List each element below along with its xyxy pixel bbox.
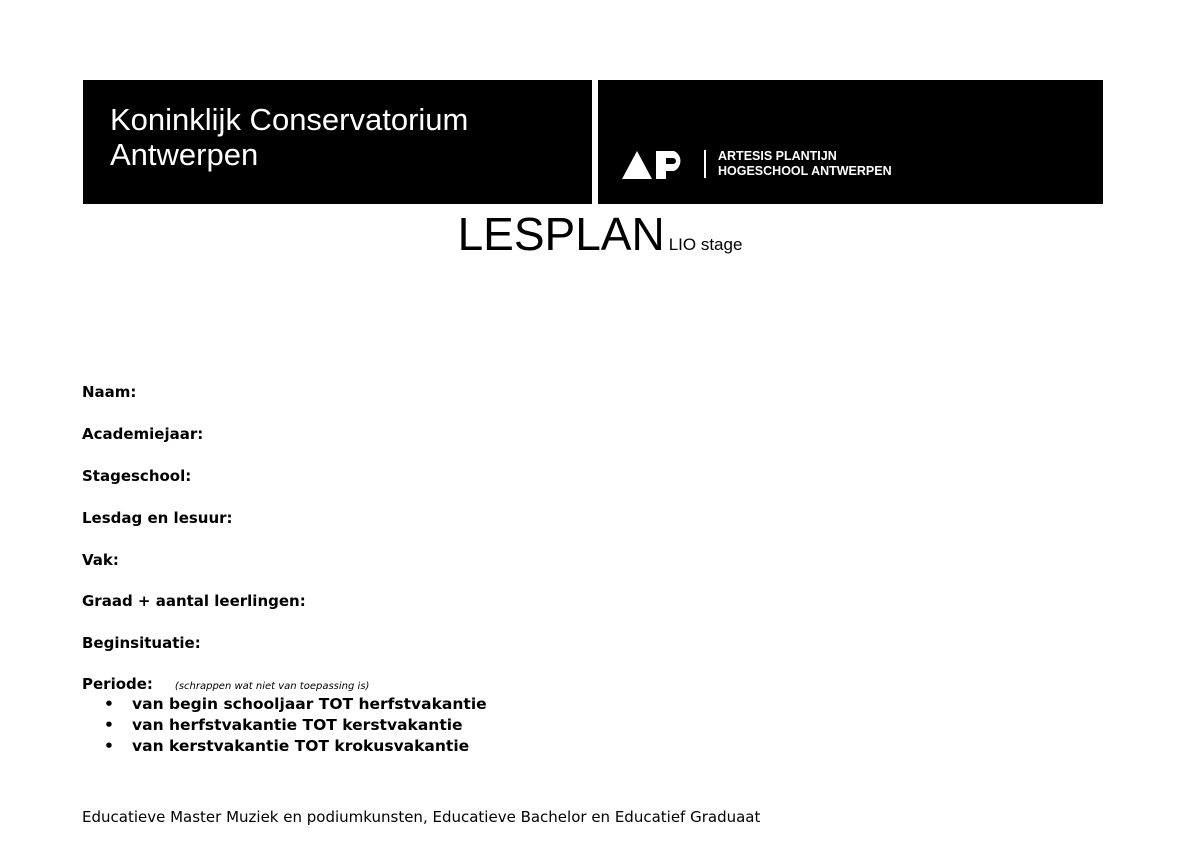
institution-panel: [83, 80, 592, 204]
periode-option-label: van begin schooljaar TOT herfstvakantie: [132, 695, 487, 713]
ap-logo-icon: [622, 149, 692, 179]
field-naam: Naam:: [82, 383, 137, 401]
field-stageschool: Stageschool:: [82, 467, 192, 485]
periode-options-list: [104, 694, 487, 757]
ap-logo-separator: [704, 150, 706, 178]
periode-note: (schrappen wat niet van toepassing is): [174, 681, 370, 692]
bullet-icon: •: [104, 737, 114, 755]
field-academiejaar: Academiejaar:: [82, 425, 204, 443]
partner-name-line1: ARTESIS PLANTIJN: [718, 149, 837, 163]
periode-option-label: van herfstvakantie TOT kerstvakantie: [132, 716, 463, 734]
institution-name-line1: Koninklijk Conservatorium: [110, 102, 469, 137]
partner-name: [718, 149, 892, 179]
field-lesdag: Lesdag en lesuur:: [82, 509, 233, 527]
institution-name-line2: Antwerpen: [110, 137, 259, 172]
title-main: LESPLAN: [457, 208, 665, 260]
bullet-icon: •: [104, 695, 114, 713]
title-subtitle: LIO stage: [668, 235, 743, 254]
partner-name-line2: HOGESCHOOL ANTWERPEN: [718, 164, 892, 178]
periode-label: Periode:: [82, 675, 153, 693]
partner-panel: [598, 80, 1103, 204]
page-title: [0, 207, 1200, 261]
list-item: [104, 736, 487, 757]
list-item: [104, 694, 487, 715]
ap-logo: [622, 148, 892, 180]
footer-text: Educatieve Master Muziek en podiumkunsten, Educatieve Bachelor en Educatief Graduaat: [82, 808, 761, 826]
periode-option-label: van kerstvakantie TOT krokusvakantie: [132, 737, 470, 755]
field-vak: Vak:: [82, 551, 119, 569]
field-beginsituatie: Beginsituatie:: [82, 634, 201, 652]
field-graad: Graad + aantal leerlingen:: [82, 592, 306, 610]
bullet-icon: •: [104, 716, 114, 734]
list-item: [104, 715, 487, 736]
header-banner: [83, 80, 1103, 204]
